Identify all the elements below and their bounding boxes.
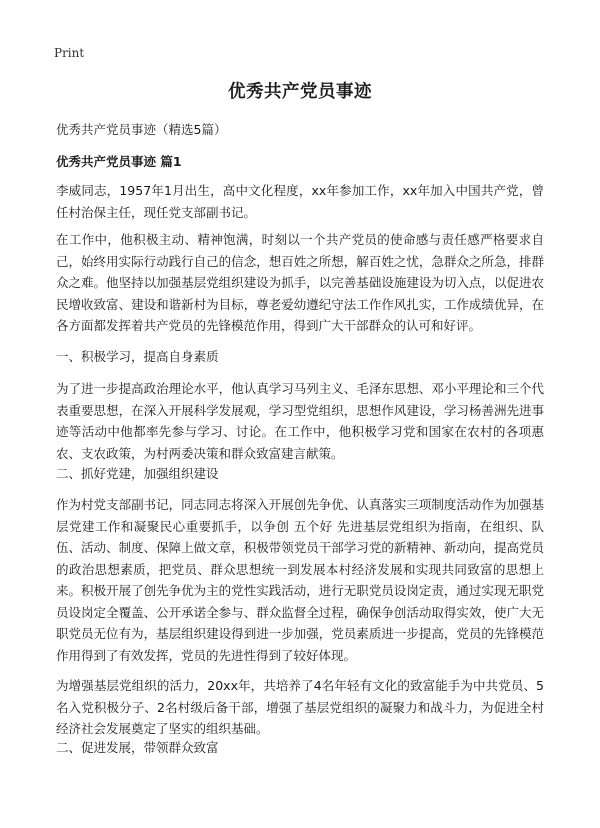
subheading-party-building: 二、抓好党建，加强组织建设 [56,466,219,481]
paragraph-text: 作为村党支部副书记，同志同志将深入开展创先争优、认真落实三项制度活动作为加强基层党建工作和凝聚民心重要抓手，以争创 五个好 先进基层党组织为指南，在组织、队伍、活动、制度、保障上做文章，积极带领党员干部学习党的新精神、新动向，提高党员的政治思想素质，把党员、群众思想统一到发展本村经济发展和实现共同致富的思想上来。积极开展了创先争优为主的党性实践活动，进行无职党员设岗定责，通过实现无职党员设岗定全覆盖、公开承诺全参与、群众监督全过程，确保争创活动取得实效，使广大无职党员无位有为，基层组织建设得到进一步加强，党员素质进一步提高，党员的先锋模范作用得到了有效发挥，党员的先进性得到了较好体现。 [56,497,544,663]
section-title: 优秀共产党员事迹 篇1 [56,154,182,169]
print-link[interactable]: Print [54,46,85,60]
paragraph-intro [56,180,544,223]
subheading-development: 二、促进发展，带领群众致富 [56,740,219,755]
paragraph-vitality [56,675,544,740]
paragraph-study [56,378,544,464]
document-subtitle: 优秀共产党员事迹（精选5篇） [56,122,227,137]
paragraph-text: 为了进一步提高政治理论水平，他认真学习马列主义、毛泽东思想、邓小平理论和三个代表重要思想，在深入开展科学发展观，学习型党组织，思想作风建设，学习杨善洲先进事迹等活动中他都率先参与学习、讨论。在工作中，他积极学习党和国家在农村的各项惠农、支农政策，为村两委决策和群众致富建言献策。 [56,381,544,461]
paragraph-text: 为增强基层党组织的活力，20xx年，共培养了4名年轻有文化的致富能手为中共党员、5名入党积极分子、2名村级后备干部，增强了基层党组织的凝聚力和战斗力，为促进全村经济社会发展奠定了坚实的组织基础。 [56,678,544,736]
paragraph-text: 李威同志，1957年1月出生，高中文化程度，xx年参加工作，xx年加入中国共产党，曾任村治保主任，现任党支部副书记。 [56,183,544,220]
paragraph-text: 在工作中，他积极主动、精神饱满，时刻以一个共产党员的使命感与责任感严格要求自己，始终用实际行动践行自己的信念，想百姓之所想，解百姓之忧，急群众之所急，排群众之难。他坚持以加强基层党组织建设为抓手，以完善基础设施建设为切入点，以促进农民增收致富、建设和谐新村为目标，尊老爱幼遵纪守法工作作风扎实，工作成绩优异，在各方面都发挥着共产党员的先锋模范作用，得到广大干部群众的认可和好评。 [56,232,544,333]
page-title: 优秀共产党员事迹 [228,82,372,102]
paragraph-work [56,229,544,337]
subheading-study: 一、积极学习，提高自身素质 [56,349,219,364]
paragraph-party-building [56,494,544,666]
